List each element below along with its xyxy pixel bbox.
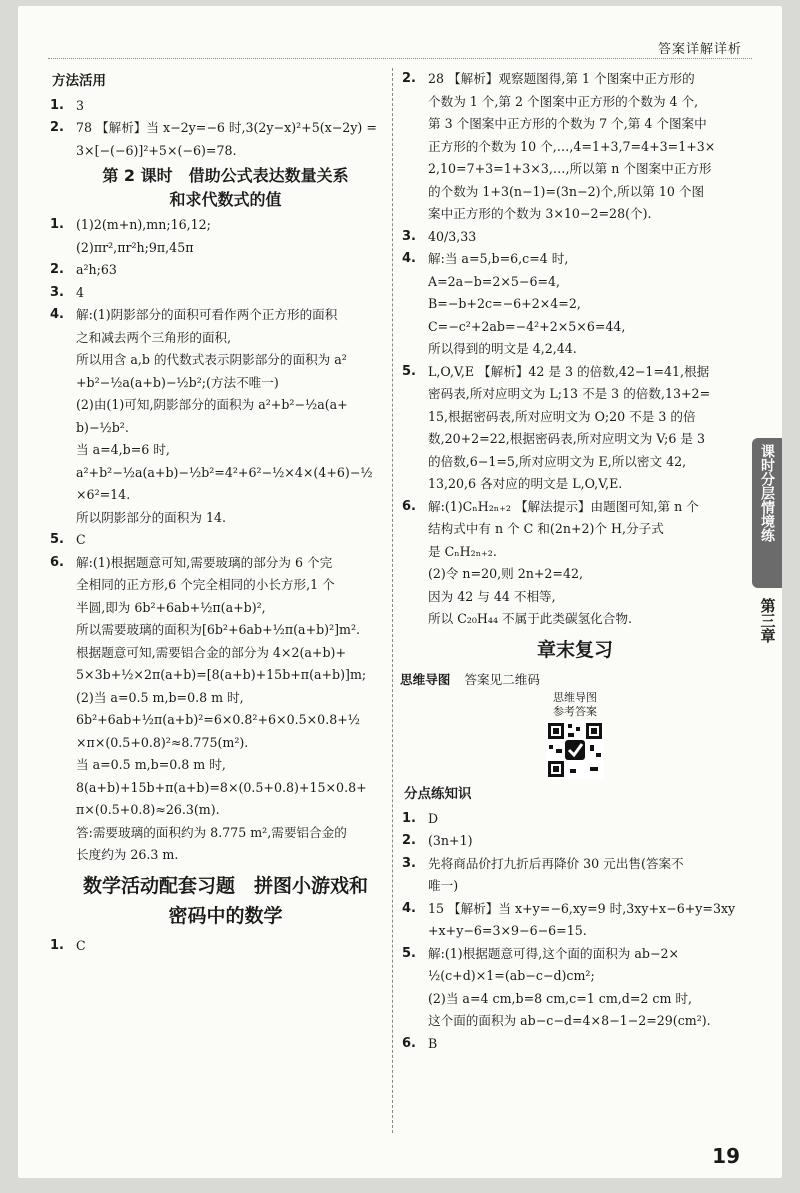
answer-item [400,808,750,831]
answer-item [48,95,403,118]
side-tab-label: 课时分层情境练 [759,444,775,542]
answer-number: 5. [402,945,416,961]
lesson-title-line: 第 2 课时 借助公式表达数量关系 [102,166,349,185]
answer-line: 之和减去两个三角形的面积, [76,329,232,345]
answer-line: 正方形的个数为 10 个,…,4=1+3,7=4+3=1+3× [428,138,716,154]
left-column [48,68,403,957]
activity-title-line: 数学活动配套习题 拼图小游戏和 [82,874,368,897]
answer-line: (2)令 n=20,则 2n+2=42, [428,566,583,581]
answer-line: A=2a−b=2×5−6=4, [428,273,561,289]
answer-line: 6b²+6ab+½π(a+b)²=6×0.8²+6×0.5×0.8+½ [76,712,360,727]
lesson-title [48,164,403,212]
answer-number: 1. [402,810,416,826]
page-number: 19 [712,1144,740,1168]
answer-line: 的倍数,6−1=5,所对应明文为 E,所以密文 42, [428,453,687,469]
mindmap-row [400,669,750,692]
answer-number: 3. [50,284,64,300]
answer-line: 解:当 a=5,b=6,c=4 时, [428,251,569,266]
answer-number: 1. [50,937,64,953]
answer-line: b)−½b². [76,419,129,435]
answer-item [48,304,403,529]
answer-line: 解:(1)阴影部分的面积可看作两个正方形的面积 [76,307,338,322]
answer-line: B [428,1035,438,1051]
section-method: 方法活用 [52,73,106,89]
answer-item [48,282,403,305]
answer-line: 当 a=4,b=6 时, [76,442,170,457]
chapter-text: 第三章 [758,598,777,643]
answer-line: 所以需要玻璃的面积为[6b²+6ab+½π(a+b)²]m². [76,622,361,637]
answer-number: 2. [402,71,416,86]
answer-item [48,552,403,867]
mindmap-text: 答案见二维码 [464,671,540,687]
answer-line: 15 【解析】当 x+y=−6,xy=9 时,3xy+x−6+y=3xy [428,900,736,916]
answer-line: 答:需要玻璃的面积约为 8.775 m²,需要铝合金的 [76,824,347,840]
answer-line: 解:(1)根据题意可知,需要玻璃的部分为 6 个完 [76,554,333,570]
answer-line: 结构式中有 n 个 C 和(2n+2)个 H,分子式 [428,521,664,536]
answer-line: 是 CₙH₂ₙ₊₂. [428,543,497,559]
answer-item [400,943,750,1033]
answer-line: 4 [76,284,85,300]
answer-number: 6. [50,554,64,570]
side-tab[interactable] [752,438,782,588]
answer-number: 4. [402,900,416,916]
left-items-3 [48,935,403,958]
answer-item [400,496,750,631]
answer-item [400,226,750,249]
answer-line: 解:(1)根据题意可得,这个面的面积为 ab−2× [428,945,680,961]
answer-line: a²+b²−½a(a+b)−½b²=4²+6²−½×4×(4+6)−½ [76,464,373,480]
answer-number: 4. [402,251,416,266]
answer-line: 唯一) [428,878,459,893]
answer-number: 2. [402,833,416,848]
answer-line: 个数为 1 个,第 2 个图案中正方形的个数为 4 个, [428,93,699,109]
review-title: 章末复习 [536,638,613,661]
answer-number: 2. [50,120,64,135]
answer-line: 所以用含 a,b 的代数式表示阴影部分的面积为 a² [76,352,347,367]
answer-line: 所以 C₂₀H₄₄ 不属于此类碳氢化合物. [428,611,632,626]
answer-line: +b²−½a(a+b)−½b²;(方法不唯一) [76,374,279,390]
answer-item [400,853,750,898]
answer-number: 5. [402,363,416,379]
answer-number: 5. [50,532,64,547]
answer-line: ½(c+d)×1=(ab−c−d)cm²; [428,968,595,983]
answer-line: (2)由(1)可知,阴影部分的面积为 a²+b²−½a(a+ [76,397,348,412]
answer-item [48,529,403,552]
answer-line: C [76,937,86,953]
answer-line: 全相同的正方形,6 个完全相同的小长方形,1 个 [76,577,335,592]
answer-line: 3×[−(−6)]²+5×(−6)=78. [76,142,237,158]
answer-line: (2)当 a=4 cm,b=8 cm,c=1 cm,d=2 cm 时, [428,990,692,1006]
activity-title-line: 密码中的数学 [168,904,283,927]
mindmap-label: 思维导图 [400,671,451,687]
right-items-1 [400,68,750,631]
answer-item [400,68,750,226]
answer-line: 15,根据密码表,所对应明文为 O;20 不是 3 的倍 [428,408,696,424]
answer-line: 28 【解析】观察题图得,第 1 个图案中正方形的 [428,71,695,86]
qr-code[interactable] [546,721,604,779]
answer-line: 数,20+2=22,根据密码表,所对应明文为 V;6 是 3 [428,431,706,446]
answer-number: 6. [402,1035,416,1051]
answer-item [48,935,403,958]
right-column [400,68,750,1055]
answer-line: 所以得到的明文是 4,2,44. [428,341,577,356]
answer-line: C=−c²+2ab=−4²+2×5×6=44, [428,318,626,334]
answer-line: 2,10=7+3=1+3×3,…,所以第 n 个图案中正方形 [428,161,712,176]
answer-number: 3. [402,228,416,244]
answer-line: 这个面的面积为 ab−c−d=4×8−1−2=29(cm²). [428,1013,711,1028]
header-rule [48,58,752,59]
answer-number: 2. [50,262,64,277]
answer-line: 的个数为 1+3(n−1)=(3n−2)个,所以第 10 个图 [428,183,705,199]
answer-line: π×(0.5+0.8)≈26.3(m). [76,802,220,817]
answer-line: +x+y−6=3×9−6−6=15. [428,923,587,938]
header-title: 答案详解详析 [657,42,742,57]
section-knowledge: 分点练知识 [404,786,472,802]
right-items-2 [400,808,750,1056]
answer-line: 40/3,33 [428,228,477,244]
answer-line: a²h;63 [76,262,117,277]
left-items-1 [48,95,403,163]
answer-line: 根据题意可知,需要铝合金的部分为 4×2(a+b)+ [76,644,346,660]
answer-line: 78 【解析】当 x−2y=−6 时,3(2y−x)²+5(x−2y) = [76,120,377,135]
answer-line: (3n+1) [428,833,473,848]
qr-caption-line: 参考答案 [553,705,597,718]
answer-line: 密码表,所对应明文为 L;13 不是 3 的倍数,13+2= [428,386,711,401]
answer-line: C [76,532,86,547]
left-items-2 [48,214,403,867]
chapter-label [756,598,778,648]
page [18,6,782,1178]
answer-line: ×π×(0.5+0.8)²≈8.775(m²). [76,734,249,750]
answer-number: 4. [50,307,64,322]
answer-line: L,O,V,E 【解析】42 是 3 的倍数,42−1=41,根据 [428,363,710,379]
answer-line: 当 a=0.5 m,b=0.8 m 时, [76,757,226,772]
answer-number: 6. [402,498,416,514]
answer-number: 1. [50,217,64,232]
answer-line: (2)当 a=0.5 m,b=0.8 m 时, [76,689,244,705]
answer-item [48,259,403,282]
answer-line: ×6²=14. [76,487,131,502]
answer-line: 解:(1)CₙH₂ₙ₊₂ 【解法提示】由题图可知,第 n 个 [428,498,699,514]
answer-line: 先将商品价打九折后再降价 30 元出售(答案不 [428,855,684,871]
answer-line: 案中正方形的个数为 3×10−2=28(个). [428,206,652,221]
answer-line: 5×3b+½×2π(a+b)=[8(a+b)+15b+π(a+b)]m; [76,667,367,682]
answer-line: (1)2(m+n),mn;16,12; [76,217,211,232]
answer-line: 半圆,即为 6b²+6ab+½π(a+b)², [76,599,266,615]
answer-number: 1. [50,97,64,113]
activity-title [48,871,403,931]
answer-item [400,248,750,361]
lesson-title-line: 和求代数式的值 [169,190,282,209]
answer-item [400,361,750,496]
answer-line: 因为 42 与 44 不相等, [428,588,556,604]
answer-line: 8(a+b)+15b+π(a+b)=8×(0.5+0.8)+15×0.8+ [76,779,367,795]
answer-line: D [428,810,439,826]
answer-line: 3 [76,97,85,113]
answer-item [400,1033,750,1056]
answer-line: 13,20,6 各对应的明文是 L,O,V,E. [428,476,623,491]
answer-number: 3. [402,855,416,871]
qr-caption-line: 思维导图 [553,691,597,704]
answer-line: B=−b+2c=−6+2×4=2, [428,296,581,311]
answer-line: (2)πr²,πr²h;9π,45π [76,239,194,255]
answer-item [400,898,750,943]
answer-item [400,830,750,853]
qr-caption [400,691,750,719]
answer-item [48,214,403,259]
answer-item [48,117,403,162]
answer-line: 长度约为 26.3 m. [76,847,179,862]
answer-line: 所以阴影部分的面积为 14. [76,509,226,525]
answer-line: 第 3 个图案中正方形的个数为 7 个,第 4 个图案中 [428,116,707,131]
